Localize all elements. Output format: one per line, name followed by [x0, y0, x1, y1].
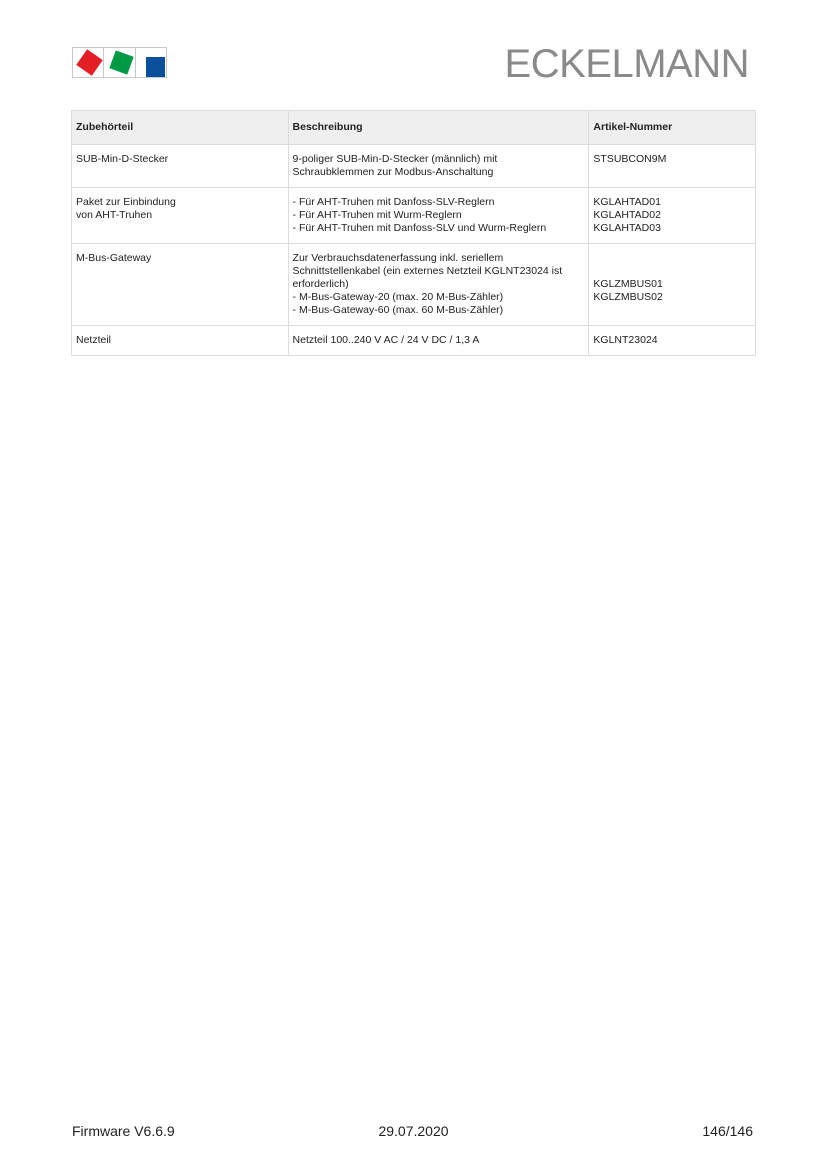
text-line: STSUBCON9M: [593, 153, 667, 165]
cell-article-number: [589, 244, 756, 326]
cell-description: [288, 244, 589, 326]
cell-description: [288, 145, 589, 188]
text-line: KGLZMBUS01: [593, 278, 663, 290]
cell-description: [288, 326, 589, 356]
brand-wordmark: ECKELMANN: [504, 42, 749, 86]
text-line: SUB-Min-D-Stecker: [76, 153, 169, 165]
text-line: KGLNT23024: [593, 334, 658, 346]
text-line: KGLAHTAD02: [593, 209, 661, 221]
text-line: 9-poliger SUB-Min-D-Stecker (männlich) mit: [292, 153, 498, 165]
text-line: erforderlich): [292, 278, 349, 290]
text-line: KGLZMBUS02: [593, 291, 663, 303]
cell-article-number: [589, 188, 756, 244]
cell-part: [72, 244, 289, 326]
text-line: Schnittstellenkabel (ein externes Netzteil KGLNT23024 ist: [292, 265, 563, 277]
text-line: Netzteil: [76, 334, 112, 346]
footer-firmware-version: Firmware V6.6.9: [72, 1123, 175, 1139]
table-header-row: [72, 111, 756, 145]
table-row: [72, 145, 756, 188]
text-line: [593, 252, 751, 265]
text-line: - Für AHT-Truhen mit Danfoss-SLV und Wurm-Reglern: [292, 222, 547, 234]
table-row: [72, 244, 756, 326]
accessories-table: [71, 110, 756, 356]
header-part: Zubehörteil: [72, 111, 289, 145]
cell-description: [288, 188, 589, 244]
blue-square-icon: [146, 57, 165, 77]
text-line: - M-Bus-Gateway-60 (max. 60 M-Bus-Zähler): [292, 304, 504, 316]
text-line: von AHT-Truhen: [76, 209, 153, 221]
footer-page-number: 146/146: [702, 1123, 753, 1139]
header-article-number: Artikel-Nummer: [589, 111, 756, 145]
text-line: KGLAHTAD03: [593, 222, 661, 234]
text-line: - M-Bus-Gateway-20 (max. 20 M-Bus-Zähler): [292, 291, 504, 303]
text-line: M-Bus-Gateway: [76, 252, 152, 264]
text-line: Netzteil 100..240 V AC / 24 V DC / 1,3 A: [292, 334, 480, 346]
text-line: - Für AHT-Truhen mit Wurm-Reglern: [292, 209, 462, 221]
table-row: [72, 326, 756, 356]
footer-date: 29.07.2020: [378, 1123, 449, 1139]
cell-article-number: [589, 326, 756, 356]
text-line: Zur Verbrauchsdatenerfassung inkl. seriellem: [292, 252, 504, 264]
cell-part: [72, 326, 289, 356]
text-line: Paket zur Einbindung: [76, 196, 176, 208]
eckelmann-logo-mark: [72, 47, 167, 78]
header-description: Beschreibung: [288, 111, 589, 145]
text-line: Schraubklemmen zur Modbus-Anschaltung: [292, 166, 494, 178]
text-line: [593, 265, 751, 278]
text-line: KGLAHTAD01: [593, 196, 661, 208]
cell-part: [72, 188, 289, 244]
table-row: [72, 188, 756, 244]
cell-part: [72, 145, 289, 188]
cell-article-number: [589, 145, 756, 188]
text-line: - Für AHT-Truhen mit Danfoss-SLV-Reglern: [292, 196, 495, 208]
